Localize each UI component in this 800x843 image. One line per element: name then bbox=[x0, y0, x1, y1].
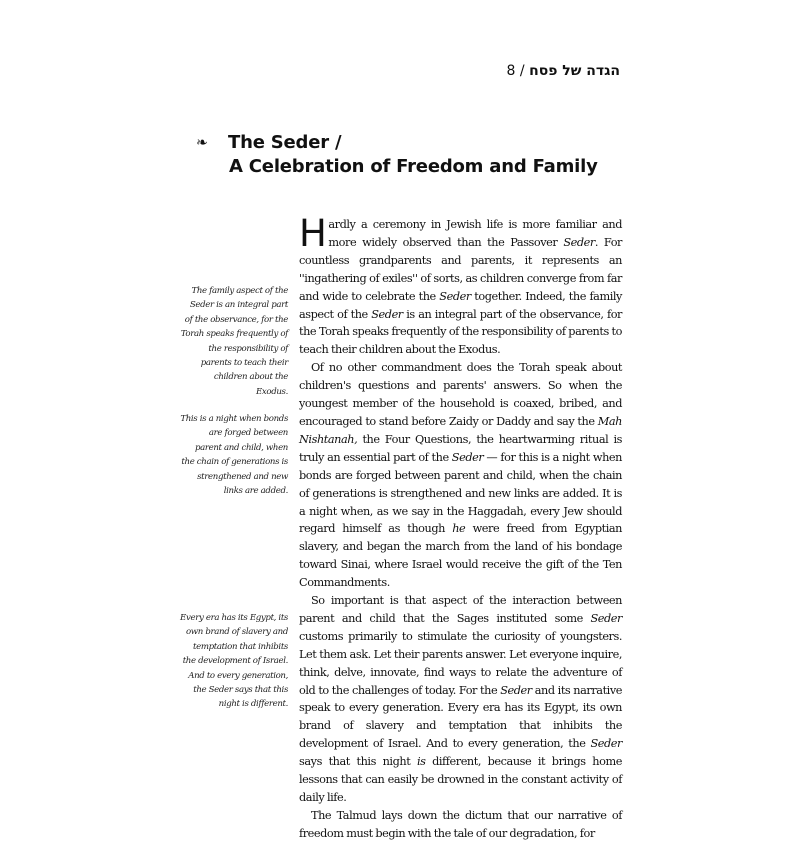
text-run: different, because it brings home lessons that can easily be drowned in the constant activity of daily life. bbox=[299, 755, 622, 804]
drop-cap: H bbox=[299, 212, 327, 255]
text-run: together. Indeed, the family aspect of the bbox=[299, 289, 622, 321]
margin-note-1: The family aspect of the Seder is an integral part of the observance, for the Torah speaks frequently of the responsibility of parents to teach their children about the Exodus. bbox=[180, 286, 288, 397]
italic-term: Seder bbox=[590, 737, 622, 751]
text-run: ardly a ceremony in Jewish life is more familiar and more widely observed than the Passover bbox=[328, 218, 622, 249]
paragraph-4 bbox=[299, 807, 622, 843]
paragraph-2 bbox=[299, 359, 622, 592]
text-run: So important is that aspect of the interaction between parent and child that the Sages instituted some bbox=[299, 594, 622, 625]
text-run: . For countless grandparents and parents, it represents an ''ingathering of exiles'' of sorts, as children converge from far and wide to celebrate the bbox=[299, 235, 623, 303]
italic-term: Seder bbox=[500, 683, 532, 697]
italic-term: Seder bbox=[563, 235, 595, 249]
text-run: the Four Questions, the heartwarming ritual is truly an essential part of the bbox=[299, 432, 622, 464]
chapter-title-text-1: The Seder / bbox=[228, 132, 342, 153]
text-run: and its narrative speak to every generation. Every era has its Egypt, its own brand of slavery and temptation that inhibits the development of Israel. And to every generation, the bbox=[299, 683, 623, 751]
page-number: 8 bbox=[506, 63, 516, 79]
text-run: Of no other commandment does the Torah speak about children's questions and parents' answers. So when the youngest member of the household is coaxed, bribed, and encouraged to stand before Zaidy or Daddy and say the bbox=[299, 361, 622, 428]
italic-term: Seder bbox=[371, 307, 403, 321]
text-run: says that this night bbox=[299, 755, 417, 769]
margin-note-2: This is a night when bonds are forged between parent and child, when the chain of generations is strengthened and new links are added. bbox=[180, 414, 288, 497]
margin-note-3: Every era has its Egypt, its own brand of slavery and temptation that inhibits the development of Israel. And to every generation, the Seder says that this night is different. bbox=[180, 613, 288, 710]
text-run: were freed from Egyptian slavery, and began the march from the land of his bondage toward Sinai, where Israel would receive the gift of the Ten Commandments. bbox=[299, 522, 623, 590]
fleuron-icon: ❧ bbox=[196, 135, 206, 151]
italic-term: he bbox=[452, 522, 466, 536]
body-text bbox=[299, 212, 623, 843]
italic-term: Seder bbox=[439, 289, 471, 303]
book-title-hebrew: הגדה של פסח bbox=[529, 63, 620, 79]
text-run: is an integral part of the observance, for the Torah speaks frequently of the responsibility of parents to teach their children about the Exodus. bbox=[299, 307, 622, 357]
italic-term: Seder bbox=[451, 450, 484, 464]
running-head bbox=[470, 63, 620, 79]
paragraph-1 bbox=[299, 212, 623, 359]
text-run: The Talmud lays down the dictum that our narrative of freedom must begin with the tale of our degradation, for bbox=[299, 808, 622, 840]
paragraph-3 bbox=[299, 592, 622, 807]
text-run: — for this is a night when bonds are forged between parent and child, when the chain of generations is strengthened and new links are added. It is a night when, as we say in the Haggadah, every Jew should regard himself as though bbox=[299, 450, 622, 536]
text-run: customs primarily to stimulate the curiosity of youngsters. Let them ask. Let their parents answer. Let everyone inquire, think, delve, innovate, find ways to relate the adventure of old to the challenges of today. For the bbox=[299, 629, 622, 697]
chapter-title-line-2: A Celebration of Freedom and Family bbox=[229, 156, 598, 177]
italic-term: Mah Nishtanah, bbox=[299, 414, 622, 446]
italic-term: is bbox=[416, 755, 426, 769]
italic-term: Seder bbox=[590, 611, 622, 625]
chapter-title-line-1 bbox=[196, 131, 616, 155]
chapter-title bbox=[196, 131, 616, 179]
running-head-separator: / bbox=[515, 63, 530, 79]
